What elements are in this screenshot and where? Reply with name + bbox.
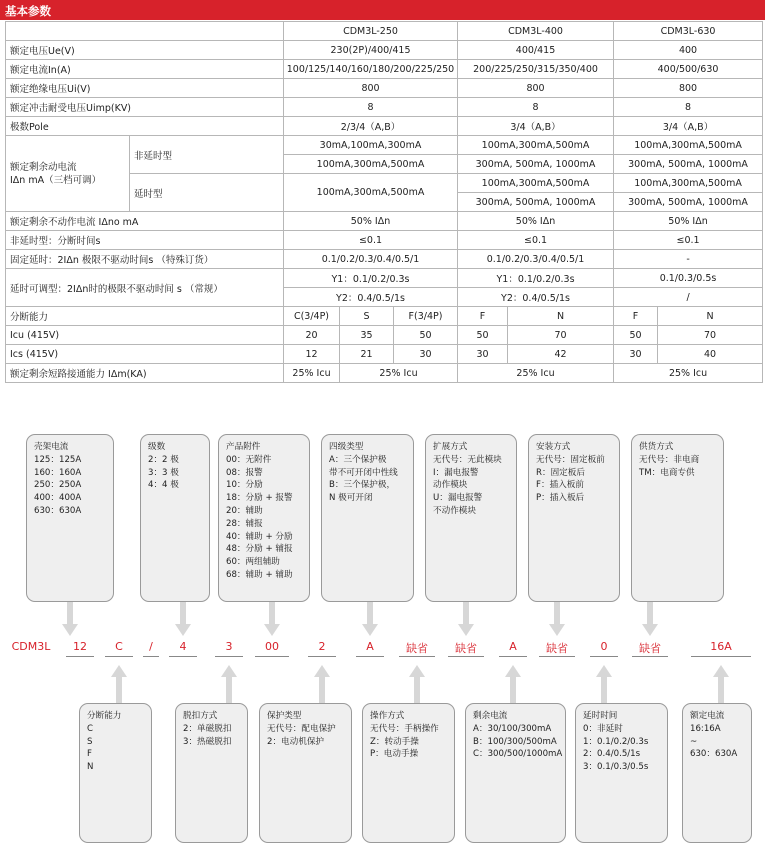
code-underline <box>539 656 575 657</box>
down-arrow <box>180 602 186 624</box>
up-arrow <box>718 677 724 703</box>
section-header <box>0 0 765 20</box>
down-arrow <box>463 602 469 624</box>
code-segment: 缺省 <box>639 642 661 655</box>
up-arrow <box>414 677 420 703</box>
code-underline <box>632 656 668 657</box>
table-row: 非延时型：分断时间s ≤0.1 ≤0.1 ≤0.1 <box>6 231 763 250</box>
table-row: 额定绝缘电压Ui(V) 800 800 800 <box>6 79 763 98</box>
code-segment: A <box>509 640 517 653</box>
code-underline <box>105 656 133 657</box>
code-underline <box>169 656 197 657</box>
down-arrow-head <box>175 624 191 636</box>
code-underline <box>308 656 336 657</box>
code-segment: 16A <box>710 640 732 653</box>
down-arrow-head <box>458 624 474 636</box>
four-pole-type-box: 四级类型 A：三个保护极 带不可开闭中性线 B：三个保护极， N 极可开闭 <box>321 434 414 602</box>
table-row: 100mA,300mA,500mA 300mA, 500mA, 1000mA 300mA, 500mA, 1000mA <box>6 155 763 174</box>
model-header: CDM3L-250 <box>284 22 458 41</box>
model-header: CDM3L-630 <box>614 22 763 41</box>
code-prefix: CDM3L <box>11 640 51 653</box>
supply-box: 供货方式 无代号：非电商 TM：电商专供 <box>631 434 724 602</box>
table-row: 固定延时：2IΔn 极限不驱动时间s （特殊订货） 0.1/0.2/0.3/0.4/0.5/1 0.1/0.2/0.3/0.4/0.5/1 - <box>6 250 763 269</box>
down-arrow <box>67 602 73 624</box>
protection-type-box: 保护类型 无代号：配电保护 2：电动机保护 <box>259 703 352 843</box>
up-arrow <box>601 677 607 703</box>
code-segment: 缺省 <box>546 642 568 655</box>
code-underline <box>399 656 435 657</box>
code-segment: 缺省 <box>455 642 477 655</box>
code-underline <box>448 656 484 657</box>
code-segment: / <box>149 640 153 653</box>
section-title: 基本参数 <box>5 4 51 18</box>
code-underline <box>215 656 243 657</box>
up-arrow-head <box>596 665 612 677</box>
code-underline <box>66 656 94 657</box>
breaking-capacity-box: 分断能力 C S F N <box>79 703 152 843</box>
code-segment: 00 <box>265 640 279 653</box>
up-arrow <box>319 677 325 703</box>
table-row: 分断能力 C(3/4P) S F(3/4P) F N F N <box>6 307 763 326</box>
code-underline <box>255 656 289 657</box>
down-arrow <box>269 602 275 624</box>
table-row: 额定剩余不动作电流 IΔno mA 50% IΔn 50% IΔn 50% IΔn <box>6 212 763 231</box>
down-arrow <box>367 602 373 624</box>
code-segment: A <box>366 640 374 653</box>
code-underline <box>499 656 527 657</box>
down-arrow-head <box>549 624 565 636</box>
down-arrow <box>554 602 560 624</box>
extension-box: 扩展方式 无代号：无此模块 I：漏电报警 动作模块 U：漏电报警 不动作模块 <box>425 434 517 602</box>
parameters-table <box>5 21 763 383</box>
table-row: Icu (415V) 20 35 50 50 70 50 70 <box>6 326 763 345</box>
code-underline <box>590 656 618 657</box>
code-underline <box>356 656 384 657</box>
code-segment: 0 <box>600 640 608 653</box>
table-row: 额定电流In(A) 100/125/140/160/180/200/225/250 200/225/250/315/350/400 400/500/630 <box>6 60 763 79</box>
down-arrow <box>647 602 653 624</box>
operation-mode-box: 操作方式 无代号：手柄操作 Z：转动手操 P：电动手操 <box>362 703 455 843</box>
trip-mode-box: 脱扣方式 2：单磁脱扣 3：热磁脱扣 <box>175 703 248 843</box>
frame-current-box: 壳架电流 125：125A 160：160A 250：250A 400：400A 630：630A <box>26 434 114 602</box>
up-arrow-head <box>314 665 330 677</box>
residual-current-box: 剩余电流 A：30/100/300mA B：100/300/500mA C：300/500/1000mA <box>465 703 566 843</box>
up-arrow-head <box>221 665 237 677</box>
code-segment: 4 <box>179 640 187 653</box>
model-header: CDM3L-400 <box>458 22 614 41</box>
accessories-box: 产品附件 00：无附件 08：报警 10：分励 18：分励 + 报警 20：辅助 28：辅报 40：辅助 + 分励 48：分励 + 辅报 60：两组辅助 68：辅助 + 辅助 <box>218 434 310 602</box>
delay-time-box: 延时时间 0：非延时 1：0.1/0.2/0.3s 2：0.4/0.5/1s 3：0.1/0.3/0.5s <box>575 703 668 843</box>
code-underline <box>691 656 751 657</box>
up-arrow-head <box>505 665 521 677</box>
up-arrow-head <box>409 665 425 677</box>
up-arrow-head <box>713 665 729 677</box>
code-segment: 2 <box>318 640 326 653</box>
up-arrow <box>116 677 122 703</box>
code-segment: C <box>115 640 123 653</box>
table-row: 额定剩余短路接通能力 IΔm(KA) 25% Icu 25% Icu 25% Icu 25% Icu <box>6 364 763 383</box>
table-row: 延时型 100mA,300mA,500mA 100mA,300mA,500mA 100mA,300mA,500mA <box>6 174 763 193</box>
code-segment: 12 <box>73 640 87 653</box>
up-arrow-head <box>111 665 127 677</box>
table-row: 极数Pole 2/3/4（A,B） 3/4（A,B） 3/4（A,B） <box>6 117 763 136</box>
mounting-box: 安装方式 无代号：固定板前 R：固定板后 F：插入板前 P：插入板后 <box>528 434 620 602</box>
code-segment: 缺省 <box>406 642 428 655</box>
table-row: 额定剩余动电流 IΔn mA（三档可调） 非延时型 30mA,100mA,300mA 100mA,300mA,500mA 100mA,300mA,500mA <box>6 136 763 155</box>
down-arrow-head <box>264 624 280 636</box>
code-underline <box>143 656 159 657</box>
table-row: Ics (415V) 12 21 30 30 42 30 40 <box>6 345 763 364</box>
up-arrow <box>510 677 516 703</box>
poles-box: 级数 2：2 极 3：3 极 4：4 极 <box>140 434 210 602</box>
down-arrow-head <box>642 624 658 636</box>
table-row: 额定电压Ue(V) 230(2P)/400/415 400/415 400 <box>6 41 763 60</box>
table-row: 延时可调型：2IΔn时的极限不驱动时间 s （常规） Y1：0.1/0.2/0.3s Y1：0.1/0.2/0.3s 0.1/0.3/0.5s <box>6 269 763 288</box>
table-row: 额定冲击耐受电压Uimp(KV) 8 8 8 <box>6 98 763 117</box>
code-segment: 3 <box>225 640 233 653</box>
down-arrow-head <box>362 624 378 636</box>
table-row <box>6 22 763 41</box>
down-arrow-head <box>62 624 78 636</box>
up-arrow <box>226 677 232 703</box>
rated-current-box: 额定电流 16:16A ~ 630：630A <box>682 703 752 843</box>
table-row: 300mA, 500mA, 1000mA 300mA, 500mA, 1000mA <box>6 193 763 212</box>
table-row: Y2：0.4/0.5/1s Y2：0.4/0.5/1s / <box>6 288 763 307</box>
